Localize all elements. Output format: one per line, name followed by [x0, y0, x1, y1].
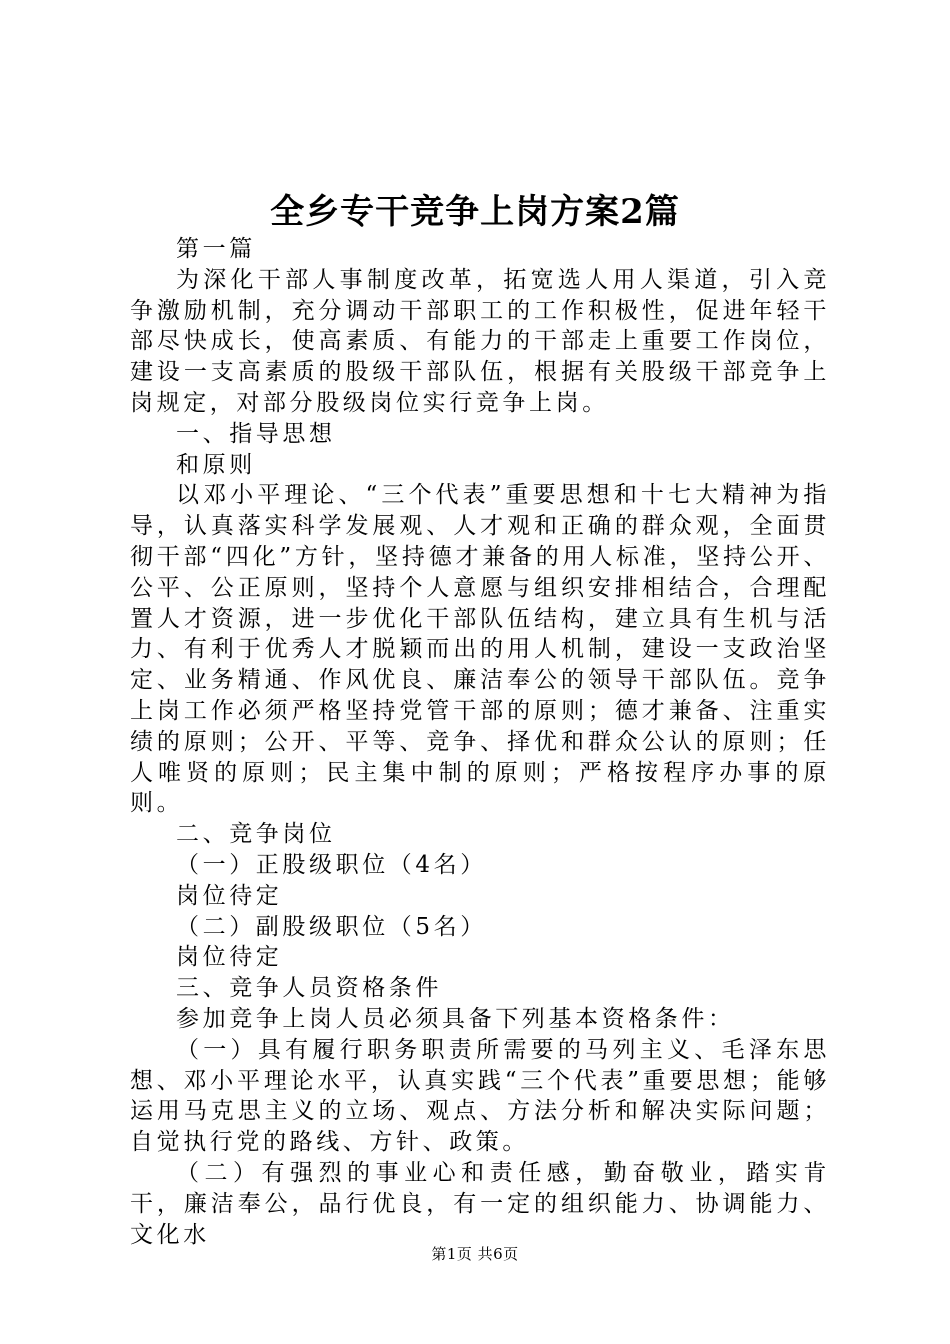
section-heading-part-one: 第一篇 — [176, 236, 256, 262]
guiding-principles-paragraph: 以邓小平理论、“三个代表”重要思想和十七大精神为指导，认真落实科学发展观、人才观和正确的群众观，全面贯彻干部“四化”方针，坚持德才兼备的用人标准，坚持公开、公平、公正原则，坚持个人意愿与组织安排相结合，合理配置人才资源，进一步优化干部队伍结构，建立具有生机与活力、有利于优秀人才脱颖而出的用人机制，建设一支政治坚定、业务精通、作风优良、廉洁奉公的领导干部队伍。竞争上岗工作必须严格坚持党管干部的原则；德才兼备、注重实绩的原则；公开、平等、竞争、择优和群众公认的原则；任人唯贤的原则；民主集中制的原则；严格按程序办事的原则。 — [130, 482, 830, 817]
position-pending-text: 岗位待定 — [176, 944, 283, 971]
qualification-item-2: （二）有强烈的事业心和责任感，勤奋敬业，踏实肯干，廉洁奉公，品行优良，有一定的组织能力、协调能力、文化水 — [130, 1159, 830, 1248]
qualification-item-1: （一）具有履行职务职责所需要的马列主义、毛泽东思想、邓小平理论水平，认真实践“三个代表”重要思想；能够运用马克思主义的立场、观点、方法分析和解决实际问题；自觉执行党的路线、方针、政策。 — [130, 1036, 830, 1156]
position-pending-text: 岗位待定 — [176, 882, 283, 909]
position-item-chief: （一）正股级职位（4名） — [176, 851, 487, 878]
intro-paragraph: 为深化干部人事制度改革，拓宽选人用人渠道，引入竞争激励机制，充分调动干部职工的工作积极性，促进年轻干部尽快成长，使高素质、有能力的干部走上重要工作岗位，建设一支高素质的股级干部队伍，根据有关股级干部竞争上岗规定，对部分股级岗位实行竞争上岗。 — [130, 266, 830, 416]
document-body — [130, 234, 830, 1250]
section-heading-positions: 二、竞争岗位 — [176, 821, 336, 848]
section-heading-principles: 和原则 — [176, 451, 256, 478]
qualifications-intro: 参加竞争上岗人员必须具备下列基本资格条件： — [176, 1005, 735, 1032]
position-item-deputy: （二）副股级职位（5名） — [176, 913, 487, 940]
section-heading-guiding-thought: 一、指导思想 — [176, 420, 336, 447]
page-number: 第1页 共6页 — [431, 1245, 519, 1263]
page-title: 全乡专干竞争上岗方案2篇 — [270, 192, 680, 232]
section-heading-qualifications: 三、竞争人员资格条件 — [176, 975, 442, 1002]
